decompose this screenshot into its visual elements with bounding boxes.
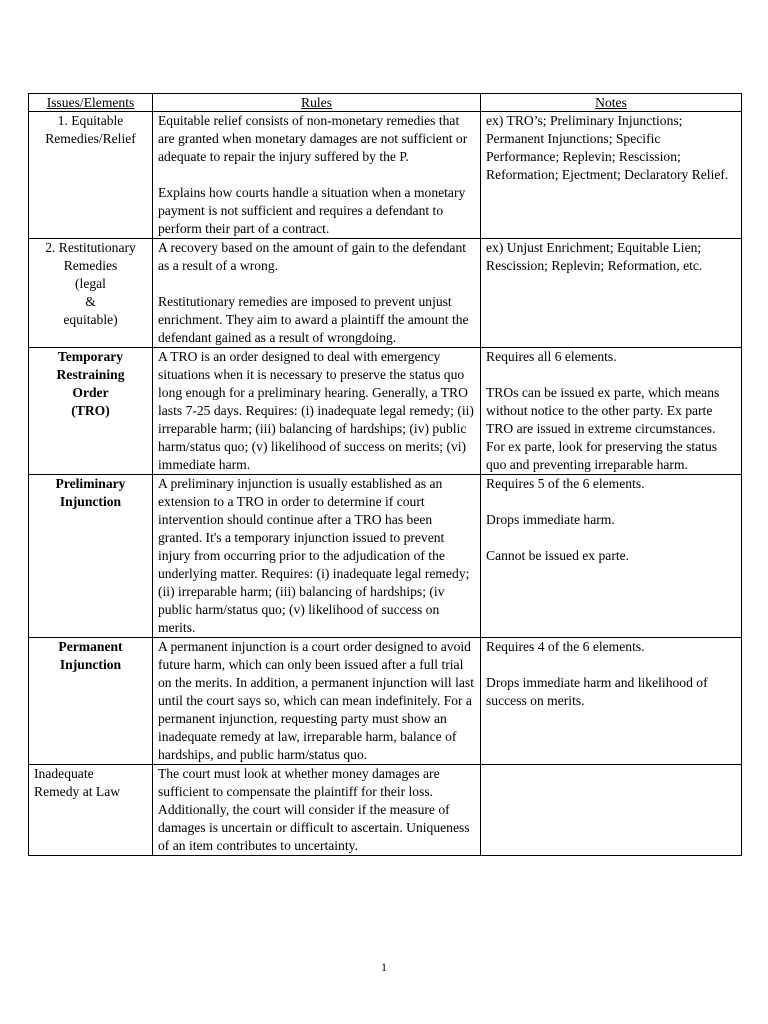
issue-line: Permanent xyxy=(58,639,123,654)
notes-cell xyxy=(481,765,742,856)
issue-line: Temporary xyxy=(57,349,124,364)
issue-line: equitable) xyxy=(63,312,118,327)
issue-line: 2. Restitutionary xyxy=(45,240,136,255)
page-number: 1 xyxy=(381,960,387,974)
note-paragraph: Drops immediate harm and likelihood of success on merits. xyxy=(486,675,708,708)
issue-line: Injunction xyxy=(59,494,122,509)
table-row-restitutionary-remedies xyxy=(29,239,742,348)
rule-paragraph: A recovery based on the amount of gain to the defendant as a result of a wrong. xyxy=(158,240,467,273)
note-paragraph: ex) TRO’s; Preliminary Injunctions; Permanent Injunctions; Specific Performance; Replevin; Rescission; Reformation; Ejectment; Declaratory Relief. xyxy=(486,113,729,182)
note-paragraph: Requires 5 of the 6 elements. xyxy=(486,476,645,491)
rules-cell xyxy=(153,348,481,475)
note-paragraph: ex) Unjust Enrichment; Equitable Lien; Rescission; Replevin; Reformation, etc. xyxy=(486,240,703,273)
note-paragraph: Requires all 6 elements. xyxy=(486,349,617,364)
rules-cell xyxy=(153,475,481,638)
issue-line: 1. Equitable xyxy=(57,113,124,128)
rule-paragraph: Equitable relief consists of non-monetary remedies that are granted when monetary damages are not sufficient or adequate to repair the injury suffered by the P. xyxy=(158,113,468,164)
issue-line: Order xyxy=(72,385,109,400)
table-header-row xyxy=(29,94,742,112)
rule-paragraph: The court must look at whether money damages are sufficient to compensate the plaintiff for their loss. Additionally, the court will consider if the measure of damages is uncertain or difficult to ascertain. Uniqueness of an item contributes to uncertainty. xyxy=(158,766,470,853)
issue-cell xyxy=(29,348,153,475)
notes-cell xyxy=(481,239,742,348)
issue-cell xyxy=(29,112,153,239)
issue-cell xyxy=(29,765,153,856)
note-paragraph: Cannot be issued ex parte. xyxy=(486,548,630,563)
table-row-preliminary-injunction xyxy=(29,475,742,638)
rule-paragraph: A preliminary injunction is usually established as an extension to a TRO in order to determine if court intervention should continue after a TRO has been granted. It's a temporary injunction issued to prevent injury from occurring prior to the adjudication of the underlying matter. Requires: (i) inadequate legal remedy; (ii) irreparable harm; (iii) balancing of hardships; (iv public harm/status quo; (v) likelihood of success on merits. xyxy=(158,476,470,635)
issue-cell xyxy=(29,475,153,638)
issue-line: (TRO) xyxy=(71,403,110,418)
rules-cell xyxy=(153,765,481,856)
header-rules: Rules xyxy=(153,94,481,112)
rule-paragraph: A TRO is an order designed to deal with emergency situations when it is necessary to preserve the status quo long enough for a preliminary hearing. Generally, a TRO lasts 7-25 days. Requires: (i) inadequate legal remedy; (ii) irreparable harm; (iii) balancing of hardships; (iv) public harm/status quo; (v) likelihood of success on merits; (vi) immediate harm. xyxy=(158,349,474,472)
rule-paragraph: Explains how courts handle a situation when a monetary payment is not sufficient and requires a defendant to perform their part of a contract. xyxy=(158,185,466,236)
issue-line: Remedy at Law xyxy=(34,784,121,799)
rule-paragraph: A permanent injunction is a court order designed to avoid future harm, which can only been issued after a full trial on the merits. In addition, a permanent injunction will last until the court says so, which can mean indefinitely. For a permanent injunction, requesting party must show an inadequate remedy at law, irreparable harm, balance of hardships, and public harm/status quo. xyxy=(158,639,474,762)
issue-line: (legal xyxy=(75,276,106,291)
rule-paragraph: Restitutionary remedies are imposed to prevent unjust enrichment. They aim to award a plaintiff the amount the defendant gained as a result of wrongdoing. xyxy=(158,294,469,345)
issue-line: Remedies xyxy=(63,258,118,273)
rules-cell xyxy=(153,239,481,348)
issue-line: Injunction xyxy=(59,657,122,672)
note-paragraph: Requires 4 of the 6 elements. xyxy=(486,639,645,654)
note-paragraph: TROs can be issued ex parte, which means without notice to the other party. Ex parte TRO are issued in extreme circumstances. For ex parte, look for preserving the status quo and preventing irreparable harm. xyxy=(486,385,720,472)
table-row-equitable-remedies xyxy=(29,112,742,239)
remedies-table xyxy=(28,93,742,856)
issue-line: Inadequate xyxy=(34,766,94,781)
table-row-inadequate-remedy xyxy=(29,765,742,856)
header-notes: Notes xyxy=(481,94,742,112)
issue-cell xyxy=(29,638,153,765)
rules-cell xyxy=(153,112,481,239)
header-issues-elements: Issues/Elements xyxy=(29,94,153,112)
notes-cell xyxy=(481,638,742,765)
table-row-tro xyxy=(29,348,742,475)
issue-line: Remedies/Relief xyxy=(45,131,136,146)
issue-line: Preliminary xyxy=(55,476,126,491)
notes-cell xyxy=(481,348,742,475)
issue-line: Restraining xyxy=(56,367,125,382)
issue-cell xyxy=(29,239,153,348)
table-row-permanent-injunction xyxy=(29,638,742,765)
note-paragraph: Drops immediate harm. xyxy=(486,512,615,527)
notes-cell xyxy=(481,112,742,239)
issue-line: & xyxy=(85,294,96,309)
rules-cell xyxy=(153,638,481,765)
notes-cell xyxy=(481,475,742,638)
